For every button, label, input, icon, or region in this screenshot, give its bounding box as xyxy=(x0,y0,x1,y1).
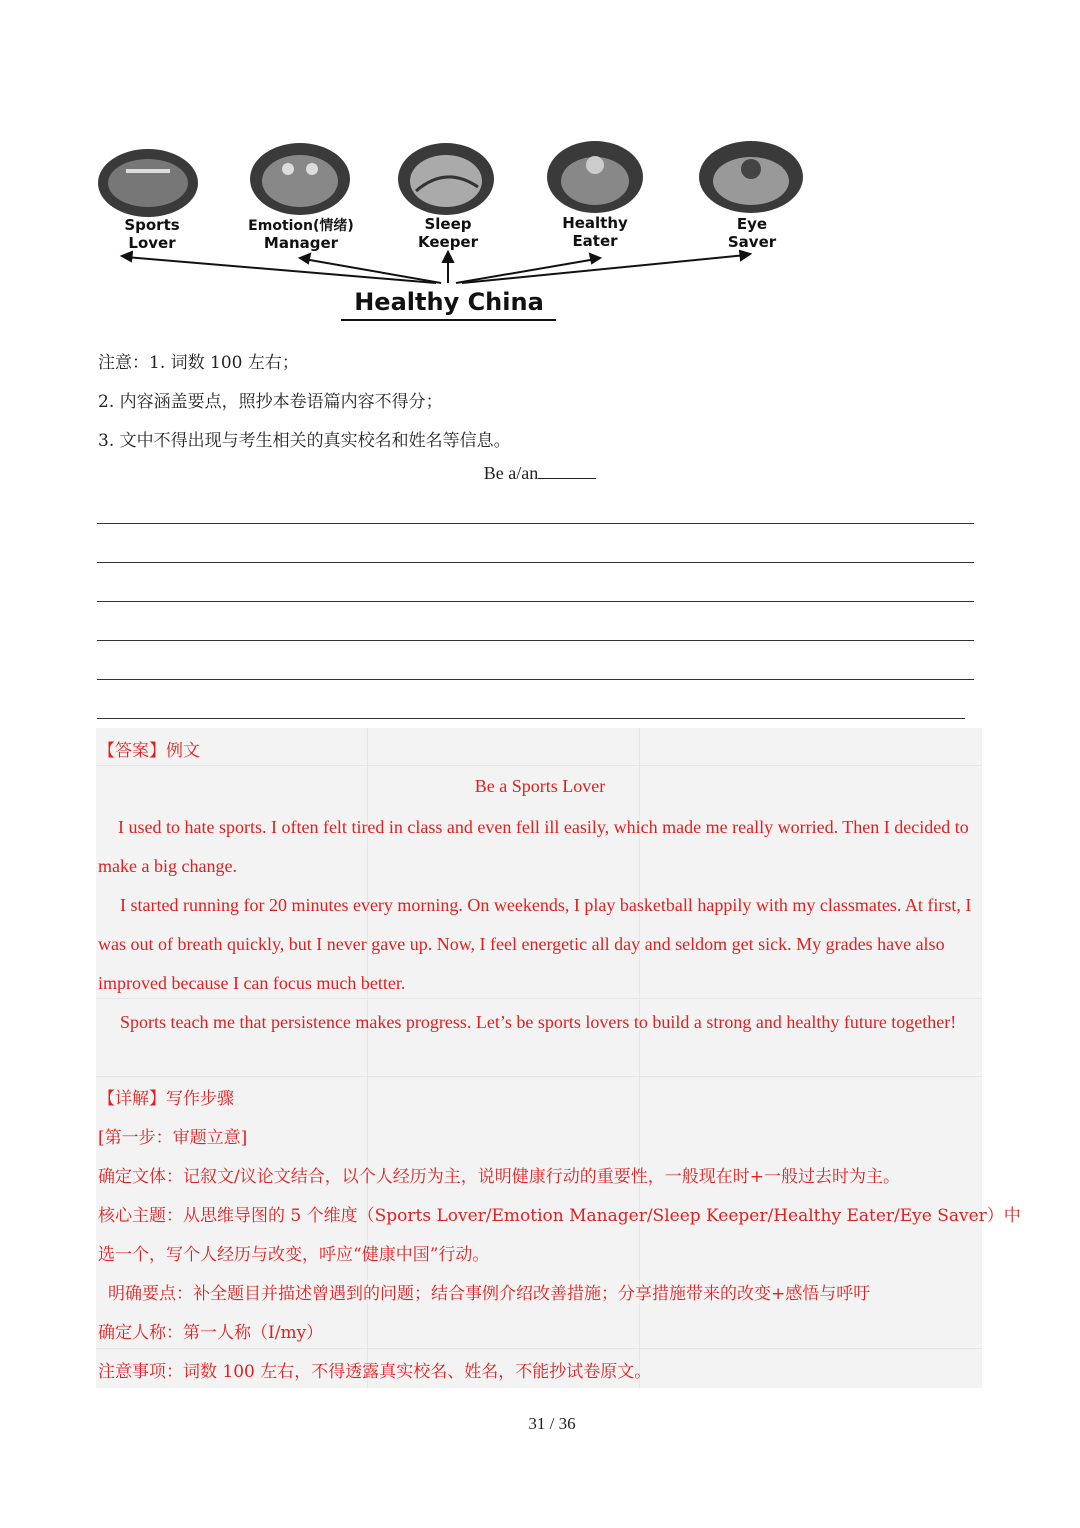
essay-paragraph: I used to hate sports. I often felt tired in class and even fell ill easily, which made me really worried. Then I decided to make a big change. xyxy=(98,817,969,876)
emotion-manager-illustration xyxy=(250,143,350,215)
step-line: 注意事项：词数 100 左右，不得透露真实校名、姓名，不能抄试卷原文。 xyxy=(98,1362,652,1382)
note-1: 注意：1. 词数 100 左右； xyxy=(98,353,299,373)
answer-line xyxy=(97,679,974,680)
eye-saver-illustration xyxy=(699,141,803,213)
writing-notes xyxy=(98,344,511,461)
note-2: 2. 内容涵盖要点，照抄本卷语篇内容不得分； xyxy=(98,392,443,412)
title-blank xyxy=(538,462,596,479)
answer-line xyxy=(97,562,974,563)
answer-line xyxy=(97,601,974,602)
step-line: 确定人称：第一人称（I/my） xyxy=(98,1323,324,1343)
essay-paragraph: Sports teach me that persistence makes progress. Let’s be sports lovers to build a strong and healthy future together! xyxy=(120,1012,957,1032)
step-line: 确定文体：记叙文/议论文结合，以个人经历为主，说明健康行动的重要性，一般现在时+一般过去时为主。 xyxy=(98,1167,900,1187)
essay-title: Be a Sports Lover xyxy=(474,776,606,796)
details-heading: 【详解】写作步骤 xyxy=(98,1089,234,1109)
node-emotion-line1: Emotion(情绪) xyxy=(248,218,354,234)
writing-title xyxy=(0,462,1080,484)
node-eye-line1: Eye xyxy=(736,215,768,233)
page-number: 31 / 36 xyxy=(528,1414,576,1433)
node-sports-line1: Sports xyxy=(124,216,180,234)
node-healthy-line1: Healthy xyxy=(562,214,628,232)
step-line: 核心主题：从思维导图的 5 个维度（Sports Lover/Emotion Manager/Sleep Keeper/Healthy Eater/Eye Saver）中 xyxy=(98,1206,1021,1226)
writing-title-text: Be a/an xyxy=(483,463,539,483)
answer-heading: 【答案】例文 xyxy=(98,741,200,761)
diagram-arrows xyxy=(122,251,750,283)
answer-line xyxy=(97,718,965,719)
node-sleep-line2: Keeper xyxy=(417,233,479,251)
answer-line xyxy=(97,640,974,641)
answer-line xyxy=(97,523,974,524)
healthy-china-diagram xyxy=(96,135,816,330)
sleep-keeper-illustration xyxy=(398,143,494,215)
essay-paragraph: I started running for 20 minutes every morning. On weekends, I play basketball happily with my classmates. At first, I was out of breath quickly, but I never gave up. Now, I feel energetic all day and seldom get sick. My grades have also improved because I can focus much better. xyxy=(98,895,972,993)
writing-steps xyxy=(98,1080,1021,1392)
note-3: 3. 文中不得出现与考生相关的真实校名和姓名等信息。 xyxy=(98,431,511,451)
node-sleep-line1: Sleep xyxy=(424,215,472,233)
sample-essay xyxy=(98,808,978,1042)
node-eye-line2: Saver xyxy=(727,233,777,251)
node-sports-line2: Lover xyxy=(128,234,176,252)
node-healthy-line2: Eater xyxy=(572,232,618,250)
node-emotion-line2: Manager xyxy=(263,234,339,252)
healthy-eater-illustration xyxy=(547,141,643,213)
diagram-center-title: Healthy China xyxy=(354,288,544,316)
sports-lover-illustration xyxy=(98,149,198,217)
step-line: 明确要点：补全题目并描述曾遇到的问题；结合事例介绍改善措施；分享措施带来的改变+感悟与呼吁 xyxy=(108,1284,871,1304)
step-1-heading: [第一步：审题立意] xyxy=(98,1128,248,1148)
step-line: 选一个，写个人经历与改变，呼应“健康中国”行动。 xyxy=(98,1245,490,1265)
